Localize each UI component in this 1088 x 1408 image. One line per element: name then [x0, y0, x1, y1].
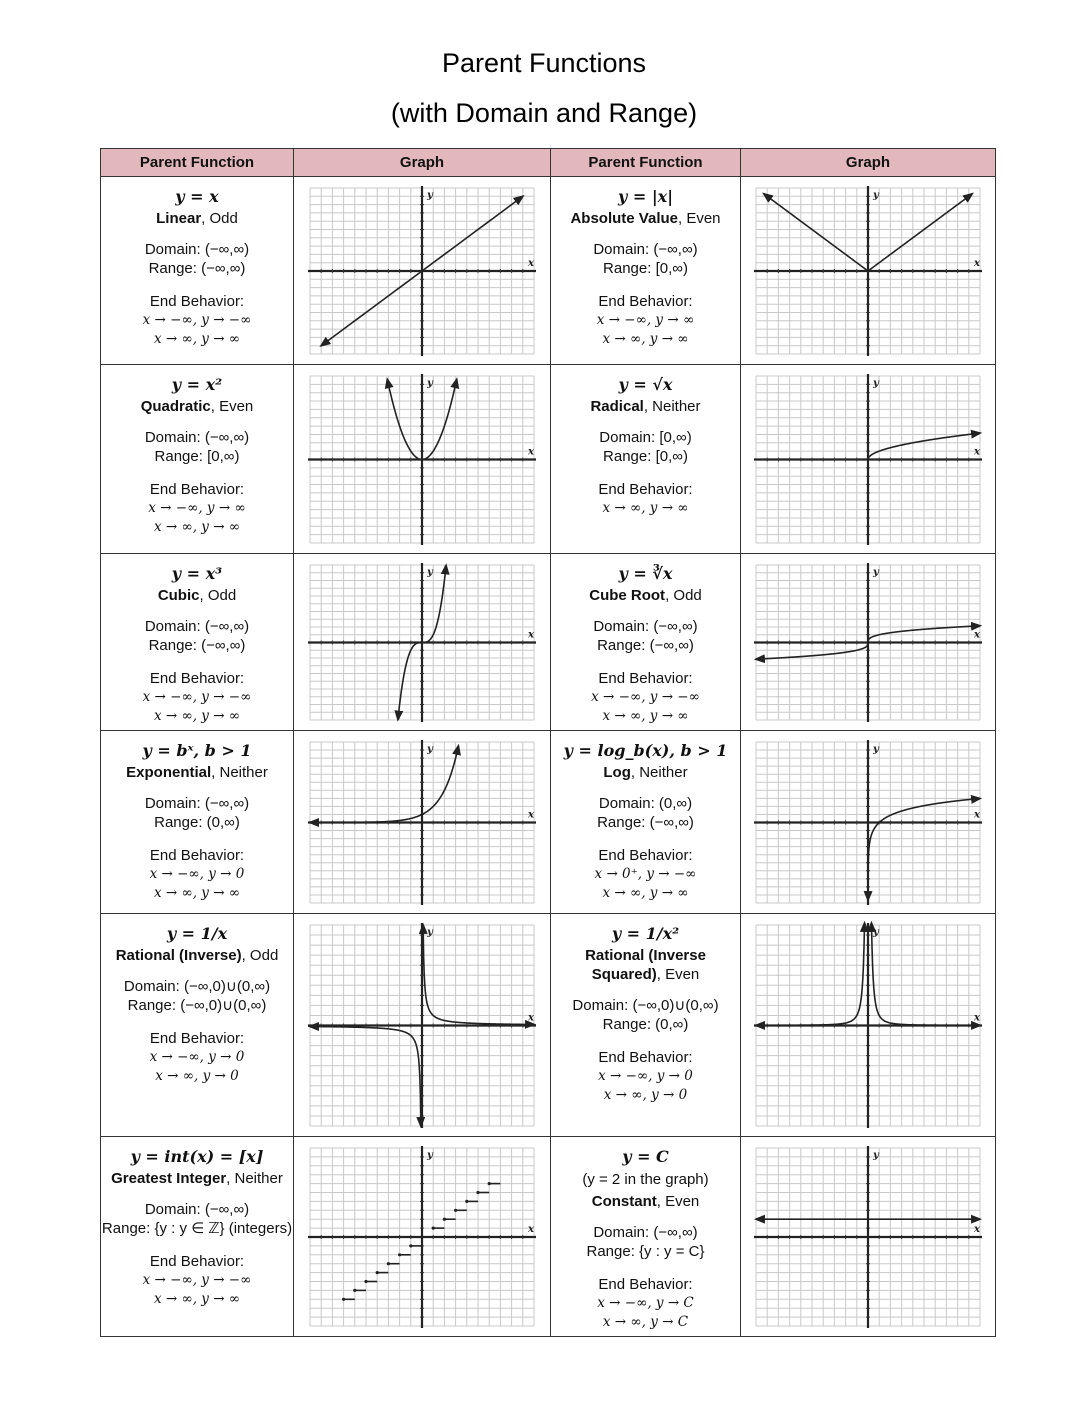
function-type: Constant	[591, 1193, 657, 1210]
function-info	[551, 177, 740, 349]
function-info	[101, 731, 293, 903]
function-note: (y = 2 in the graph)	[582, 1171, 709, 1188]
function-equation: y = 1/x	[166, 924, 228, 943]
closed-point	[376, 1271, 379, 1274]
function-info-cell	[551, 1137, 741, 1337]
y-axis-label: y	[427, 190, 433, 201]
function-info	[551, 1137, 740, 1332]
function-info	[101, 554, 293, 726]
x-axis-label: x	[528, 446, 534, 458]
function-type: Cube Root	[589, 587, 666, 604]
function-equation: y = C	[622, 1147, 669, 1166]
page-title: Parent Functions	[441, 48, 647, 78]
table-row	[101, 731, 996, 914]
y-axis-label: y	[427, 744, 433, 755]
function-equation: y = log_b(x), b > 1	[563, 741, 728, 760]
closed-point	[432, 1227, 435, 1230]
header-parent-function: Parent Function	[551, 149, 741, 177]
end-behavior-right: x → ∞, y → ∞	[153, 708, 241, 724]
function-equation: y = x³	[171, 564, 223, 583]
header-parent-function: Parent Function	[101, 149, 294, 177]
function-type: Linear	[156, 210, 202, 227]
y-axis-label: y	[873, 567, 879, 578]
y-axis-label: y	[427, 567, 433, 578]
range-text: Range: [0,∞)	[603, 260, 688, 277]
function-equation: y = ∛x	[618, 564, 673, 583]
closed-point	[364, 1280, 367, 1283]
table-row	[101, 554, 996, 731]
graph-cell	[294, 177, 551, 365]
parent-functions-table	[100, 148, 996, 1337]
end-behavior-right: x → ∞, y → C	[602, 1314, 689, 1330]
function-info	[101, 914, 293, 1086]
function-graph	[750, 921, 986, 1130]
function-info	[101, 365, 293, 537]
x-axis-label: x	[528, 1012, 534, 1024]
graph-cell	[741, 177, 996, 365]
function-info-cell	[101, 365, 294, 554]
range-text: Range: {y : y = C}	[586, 1243, 705, 1260]
range-text: Range: [0,∞)	[154, 448, 240, 465]
x-axis-label: x	[974, 809, 980, 821]
end-behavior-left: x → −∞, y → 0	[598, 1068, 693, 1084]
domain-range	[572, 996, 718, 1034]
closed-point	[465, 1200, 468, 1203]
x-axis-label: x	[528, 1224, 534, 1235]
function-parity: , Odd	[201, 210, 238, 227]
function-info	[101, 1137, 293, 1309]
function-info-cell	[101, 177, 294, 365]
function-name	[126, 763, 268, 782]
end-behavior-left: x → −∞, y → −∞	[142, 689, 252, 705]
domain-text: Domain: (−∞,0)∪(0,∞)	[572, 997, 719, 1014]
function-type: Radical	[590, 398, 644, 415]
range-text: Range: (−∞,∞)	[148, 637, 246, 654]
function-type: Exponential	[126, 764, 212, 781]
function-curve	[764, 194, 868, 271]
table-row	[101, 914, 996, 1137]
function-info-cell	[551, 731, 741, 914]
function-name	[156, 209, 238, 228]
graph-cell	[741, 554, 996, 731]
domain-range	[587, 1223, 705, 1261]
domain-text: Domain: [0,∞)	[599, 429, 692, 446]
function-info-cell	[551, 365, 741, 554]
x-axis-label: x	[528, 629, 534, 641]
end-behavior-title: End Behavior:	[598, 1276, 693, 1293]
function-parity: , Even	[210, 398, 254, 415]
end-behavior-title: End Behavior:	[149, 670, 245, 687]
function-type: Quadratic	[140, 398, 211, 415]
function-info-cell	[101, 731, 294, 914]
function-equation: y = int(x) = [x]	[130, 1147, 264, 1166]
domain-text: Domain: (−∞,∞)	[593, 618, 698, 635]
function-info-cell	[551, 914, 741, 1137]
function-name	[592, 1192, 700, 1211]
end-behavior-left: x → −∞, y → ∞	[148, 500, 246, 516]
domain-range	[145, 240, 249, 278]
function-parity: , Odd	[665, 587, 702, 604]
domain-text: Domain: (0,∞)	[598, 795, 693, 812]
function-type: Greatest Integer	[111, 1170, 227, 1187]
table-row	[101, 365, 996, 554]
end-behavior-right: x → ∞, y → ∞	[153, 331, 241, 347]
function-equation: y = x²	[171, 375, 223, 394]
x-axis-label: x	[974, 446, 980, 458]
closed-point	[387, 1262, 390, 1265]
range-text: Range: (−∞,∞)	[597, 814, 694, 831]
function-equation: y = 1/x²	[611, 924, 680, 943]
closed-point	[342, 1298, 345, 1301]
function-type: Log	[603, 764, 631, 781]
y-axis-label: y	[873, 1150, 879, 1161]
table-row	[101, 177, 996, 365]
y-axis-label: y	[427, 378, 433, 389]
x-axis-label: x	[974, 629, 980, 641]
function-parity: , Neither	[643, 398, 701, 415]
function-info	[101, 177, 293, 349]
graph-cell	[741, 914, 996, 1137]
end-behavior-left: x → −∞, y → ∞	[596, 312, 695, 328]
closed-point	[476, 1191, 479, 1194]
domain-range	[145, 617, 249, 655]
function-parity: , Even	[656, 966, 700, 983]
function-name	[590, 397, 700, 416]
domain-text: Domain: (−∞,∞)	[593, 241, 698, 258]
y-axis-label: y	[873, 744, 879, 755]
x-axis-label: x	[974, 258, 980, 269]
function-name	[141, 397, 254, 416]
function-name	[570, 209, 720, 228]
function-parity: , Odd	[241, 947, 279, 964]
end-behavior-left: x → ∞, y → ∞	[602, 500, 689, 516]
function-parity: , Even	[656, 1193, 700, 1210]
function-parity: , Neither	[630, 764, 688, 781]
end-behavior-title: End Behavior:	[598, 481, 693, 498]
x-axis-label: x	[528, 258, 534, 269]
end-behavior-left: x → −∞, y → 0	[149, 866, 245, 882]
domain-range	[599, 428, 691, 466]
function-graph	[304, 921, 540, 1130]
closed-point	[420, 1235, 423, 1238]
end-behavior-title: End Behavior:	[149, 847, 245, 864]
function-type: Absolute Value	[570, 210, 678, 227]
range-text: Range: (0,∞)	[602, 1016, 689, 1033]
end-behavior-title: End Behavior:	[149, 293, 245, 310]
domain-range	[102, 1200, 292, 1238]
function-name	[551, 946, 740, 984]
function-graph	[750, 1144, 986, 1330]
function-graph	[304, 738, 540, 907]
function-curve	[868, 194, 972, 271]
domain-text: Domain: (−∞,0)∪(0,∞)	[123, 978, 271, 995]
y-axis-label: y	[427, 927, 433, 938]
function-graph	[304, 1144, 540, 1330]
graph-cell	[741, 365, 996, 554]
end-behavior-right: x → ∞, y → 0	[603, 1087, 688, 1103]
range-text: Range: (−∞,∞)	[148, 260, 246, 277]
function-info	[551, 365, 740, 518]
y-axis-label: y	[873, 927, 879, 938]
function-name	[603, 763, 687, 782]
function-name	[111, 1169, 283, 1188]
domain-text: Domain: (−∞,∞)	[144, 795, 250, 812]
end-behavior-right: x → ∞, y → ∞	[602, 708, 689, 724]
closed-point	[443, 1218, 446, 1221]
page-subtitle: (with Domain and Range)	[390, 98, 698, 128]
y-axis-label: y	[873, 190, 879, 201]
range-text: Range: {y : y ∈ ℤ} (integers)	[101, 1220, 293, 1237]
graph-cell	[294, 731, 551, 914]
function-curve	[310, 1027, 421, 1126]
x-axis-label: x	[974, 1012, 980, 1024]
function-type: Rational (Inverse)	[115, 947, 242, 964]
function-type: Rational (Inverse Squared)	[585, 947, 706, 983]
end-behavior-title: End Behavior:	[598, 670, 693, 687]
domain-range	[145, 794, 249, 832]
domain-range	[593, 240, 697, 278]
end-behavior-right: x → ∞, y → ∞	[153, 885, 241, 901]
function-info	[551, 731, 740, 903]
end-behavior-title: End Behavior:	[598, 293, 693, 310]
graph-cell	[741, 731, 996, 914]
domain-text: Domain: (−∞,∞)	[144, 241, 250, 258]
function-info-cell	[101, 554, 294, 731]
end-behavior-left: x → −∞, y → −∞	[142, 312, 252, 328]
header-graph: Graph	[294, 149, 551, 177]
function-curve	[871, 923, 980, 1025]
function-info	[551, 914, 740, 1105]
end-behavior-right: x → ∞, y → ∞	[153, 519, 241, 535]
end-behavior-title: End Behavior:	[149, 1253, 245, 1270]
function-graph	[750, 561, 986, 724]
range-text: Range: [0,∞)	[603, 448, 688, 465]
function-info	[551, 554, 740, 726]
end-behavior-left: x → −∞, y → 0	[149, 1049, 245, 1065]
graph-cell	[741, 1137, 996, 1337]
table-header-row	[101, 149, 996, 177]
function-info-cell	[551, 177, 741, 365]
function-name	[589, 586, 702, 605]
end-behavior-title: End Behavior:	[149, 1030, 245, 1047]
x-axis-label: x	[528, 809, 534, 821]
function-equation: y = √x	[618, 375, 673, 394]
range-text: Range: (−∞,∞)	[597, 637, 694, 654]
function-graph	[750, 738, 986, 907]
function-equation: y = bˣ, b > 1	[142, 741, 252, 760]
end-behavior-left: x → −∞, y → C	[597, 1295, 694, 1311]
end-behavior-right: x → ∞, y → 0	[155, 1068, 239, 1084]
domain-text: Domain: (−∞,∞)	[144, 618, 250, 635]
domain-range	[593, 617, 697, 655]
function-name	[116, 946, 279, 965]
function-type: Cubic	[157, 587, 200, 604]
end-behavior-title: End Behavior:	[598, 1049, 693, 1066]
function-equation: y = |x|	[617, 187, 674, 206]
end-behavior-right: x → ∞, y → ∞	[602, 331, 689, 347]
closed-point	[398, 1253, 401, 1256]
function-graph	[750, 372, 986, 547]
end-behavior-left: x → −∞, y → −∞	[591, 689, 700, 705]
function-graph	[750, 184, 986, 358]
function-equation: y = x	[175, 187, 219, 206]
graph-cell	[294, 365, 551, 554]
closed-point	[353, 1289, 356, 1292]
function-info-cell	[101, 914, 294, 1137]
end-behavior-title: End Behavior:	[598, 847, 693, 864]
function-graph	[304, 372, 540, 547]
end-behavior-right: x → ∞, y → ∞	[602, 885, 689, 901]
domain-range	[124, 977, 270, 1015]
graph-cell	[294, 1137, 551, 1337]
graph-cell	[294, 554, 551, 731]
y-axis-label: y	[427, 1150, 433, 1161]
end-behavior-title: End Behavior:	[149, 481, 245, 498]
y-axis-label: y	[873, 378, 879, 389]
table-row	[101, 1137, 996, 1337]
function-name	[158, 586, 236, 605]
function-info-cell	[551, 554, 741, 731]
header-graph: Graph	[741, 149, 996, 177]
function-info-cell	[101, 1137, 294, 1337]
closed-point	[454, 1209, 457, 1212]
function-curve	[756, 923, 865, 1025]
domain-range	[597, 794, 694, 832]
function-parity: , Neither	[211, 764, 268, 781]
range-text: Range: (0,∞)	[154, 814, 240, 831]
end-behavior-right: x → ∞, y → ∞	[153, 1291, 241, 1307]
function-graph	[304, 561, 540, 724]
x-axis-label: x	[974, 1224, 980, 1235]
function-parity: , Odd	[199, 587, 237, 604]
domain-text: Domain: (−∞,∞)	[144, 429, 250, 446]
closed-point	[409, 1244, 412, 1247]
function-parity: , Even	[678, 210, 721, 227]
function-parity: , Neither	[226, 1170, 283, 1187]
domain-range	[145, 428, 249, 466]
end-behavior-left: x → −∞, y → −∞	[142, 1272, 252, 1288]
domain-text: Domain: (−∞,∞)	[593, 1224, 698, 1241]
range-text: Range: (−∞,0)∪(0,∞)	[127, 997, 267, 1014]
graph-cell	[294, 914, 551, 1137]
domain-text: Domain: (−∞,∞)	[144, 1201, 250, 1218]
end-behavior-left: x → 0⁺, y → −∞	[594, 866, 697, 882]
function-graph	[304, 184, 540, 358]
closed-point	[488, 1182, 491, 1185]
